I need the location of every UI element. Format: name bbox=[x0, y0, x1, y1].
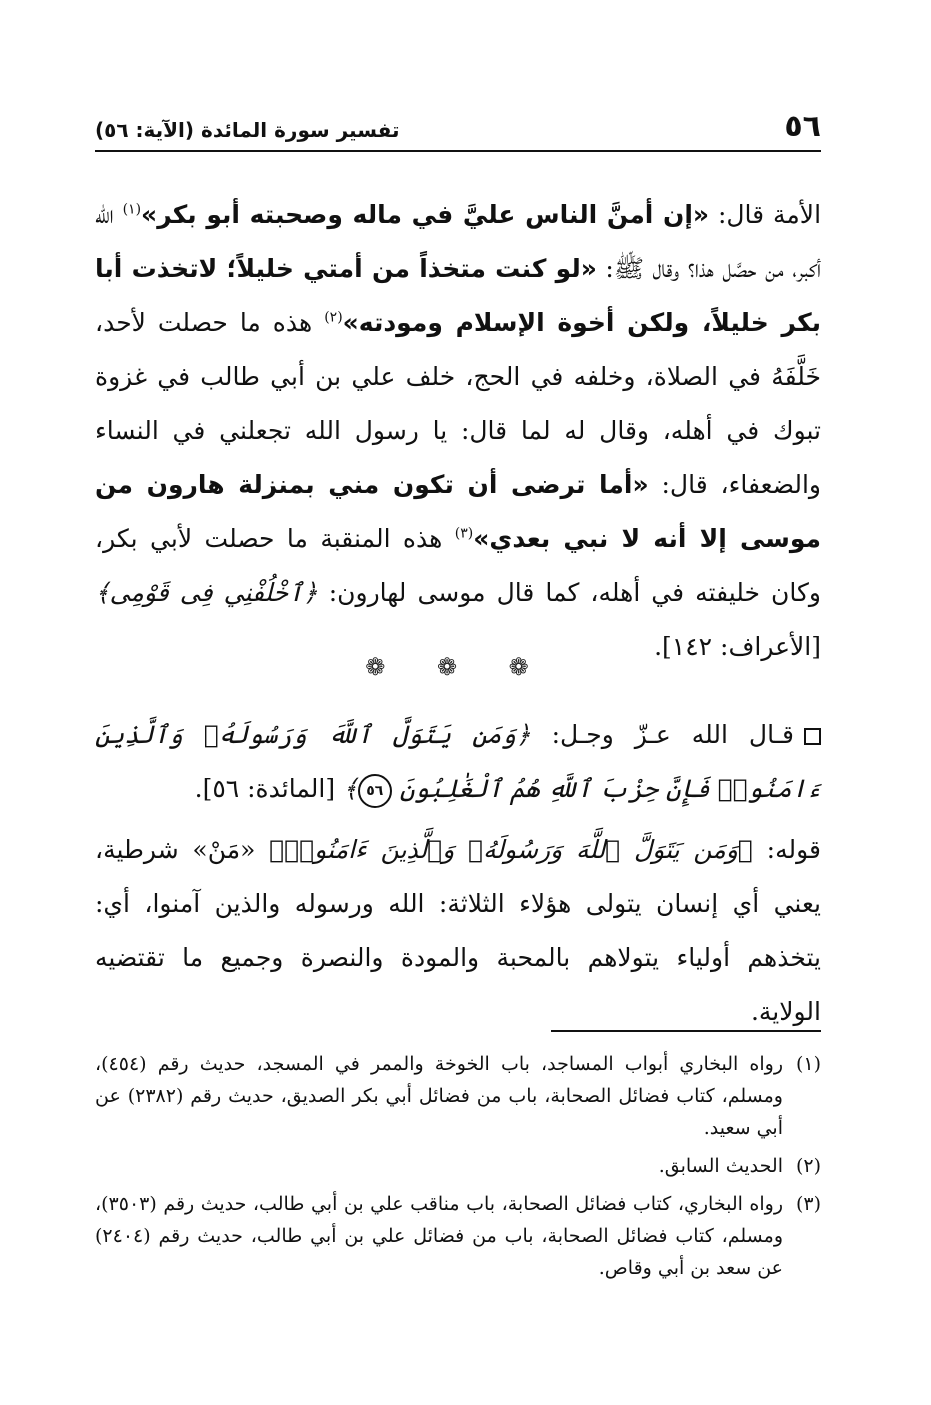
square-bullet-icon bbox=[804, 728, 821, 745]
footnote-number: (١) bbox=[795, 1053, 821, 1075]
verse-intro: قـال الله عـزّ وجـل: bbox=[530, 720, 794, 749]
commentary-paragraph bbox=[95, 823, 821, 1039]
quran-verse: ﴿وَمَن يَتَوَلَّ ٱللَّهَ وَرَسُولَهُۥ وَٱلَّذِينَ ءَامَنُوا۟﴾ bbox=[269, 835, 753, 864]
verse-reference: [الأعراف: ١٤٢]. bbox=[654, 632, 821, 661]
footnote-number: (٢) bbox=[795, 1155, 821, 1177]
hadith-quote: «أما ترضى أن تكون مني بمنزلة هارون من موسى إلا أنه لا نبي بعدي» bbox=[95, 470, 822, 553]
page-number: ٥٦ bbox=[784, 109, 821, 144]
quran-verse: ﴿وَمَن يَتَوَلَّ ٱللَّهَ وَرَسُولَهُۥ وَٱلَّذِينَ ءَامَنُوا۟ فَإِنَّ حِزْبَ ٱللَّهِ هُمُ ٱلْغَٰلِبُونَ bbox=[95, 720, 821, 803]
footnote-ref: (٢) bbox=[324, 309, 343, 326]
footnote-ref: (٣) bbox=[454, 525, 474, 542]
text-segment: قوله: bbox=[752, 835, 821, 864]
footnotes bbox=[95, 1048, 821, 1290]
text-segment: هذه المنقبة ما حصلت لأبي بكر، وكان خليفته في أهله، كما قال موسى لهارون: bbox=[95, 524, 822, 607]
footnote-divider bbox=[551, 1030, 821, 1032]
text-segment: «مَنْ» شرطية، يعني أي إنسان يتولى هؤلاء الثلاثة: الله ورسوله والذين آمنوا، أي: يتخذهم أولياء يتولاهم بالمحبة والمودة والنصرة وجميع ما تقتضيه الولاية. bbox=[95, 835, 821, 1026]
ayah-number-marker: ٥٦ bbox=[358, 774, 392, 808]
main-paragraph bbox=[95, 188, 821, 674]
running-title: تفسير سورة المائدة (الآية: ٥٦) bbox=[95, 118, 400, 142]
verse-heading bbox=[95, 708, 821, 816]
hadith-quote: «لو كنت متخذاً من أمتي خليلاً؛ لاتخذت أبا بكر خليلاً، ولكن أخوة الإسلام ومودته» bbox=[95, 254, 821, 337]
text-segment: الله أكبر، من حصَّل هذا؟ وقال ﷺ: bbox=[95, 200, 822, 283]
section-separator: ❁ ❁ ❁ bbox=[365, 653, 551, 681]
book-page bbox=[95, 108, 821, 1348]
page-header bbox=[95, 108, 821, 152]
footnote bbox=[95, 1048, 821, 1144]
footnote-text: رواه البخاري أبواب المساجد، باب الخوخة والممر في المسجد، حديث رقم (٤٥٤)، ومسلم، كتاب فضائل الصحابة، باب من فضائل أبي بكر الصديق، حديث رقم (٢٣٨٢) عن أبي سعيد. bbox=[95, 1053, 783, 1139]
verse-close-bracket: ﴾ bbox=[343, 774, 358, 803]
footnote-number: (٣) bbox=[795, 1193, 821, 1215]
footnote bbox=[95, 1188, 821, 1284]
hadith-quote: «إن أمنَّ الناس عليَّ في ماله وصحبته أبو بكر» bbox=[141, 200, 710, 229]
footnote-ref: (١) bbox=[122, 201, 142, 218]
footnote-text: رواه البخاري، كتاب فضائل الصحابة، باب مناقب علي بن أبي طالب، حديث رقم (٣٥٠٣)، ومسلم، كتاب فضائل الصحابة، باب من فضائل علي بن أبي طالب، حديث رقم (٢٤٠٤) عن سعد بن أبي وقاص. bbox=[95, 1193, 783, 1279]
quran-verse: ﴿ٱخْلُفْنِي فِى قَوْمِى﴾ bbox=[95, 578, 318, 607]
text-segment: الأمة قال: bbox=[709, 200, 822, 229]
footnote bbox=[95, 1150, 821, 1182]
text-segment: هذه ما حصلت لأحد، خَلَّفَهُ في الصلاة، وخلفه في الحج، خلف علي بن أبي طالب في غزوة تبوك في أهله، وقال له لما قال: يا رسول الله تجعلني في النساء والضعفاء، قال: bbox=[95, 308, 822, 499]
footnote-text: الحديث السابق. bbox=[658, 1155, 783, 1177]
verse-reference: [المائدة: ٥٦]. bbox=[194, 774, 344, 803]
